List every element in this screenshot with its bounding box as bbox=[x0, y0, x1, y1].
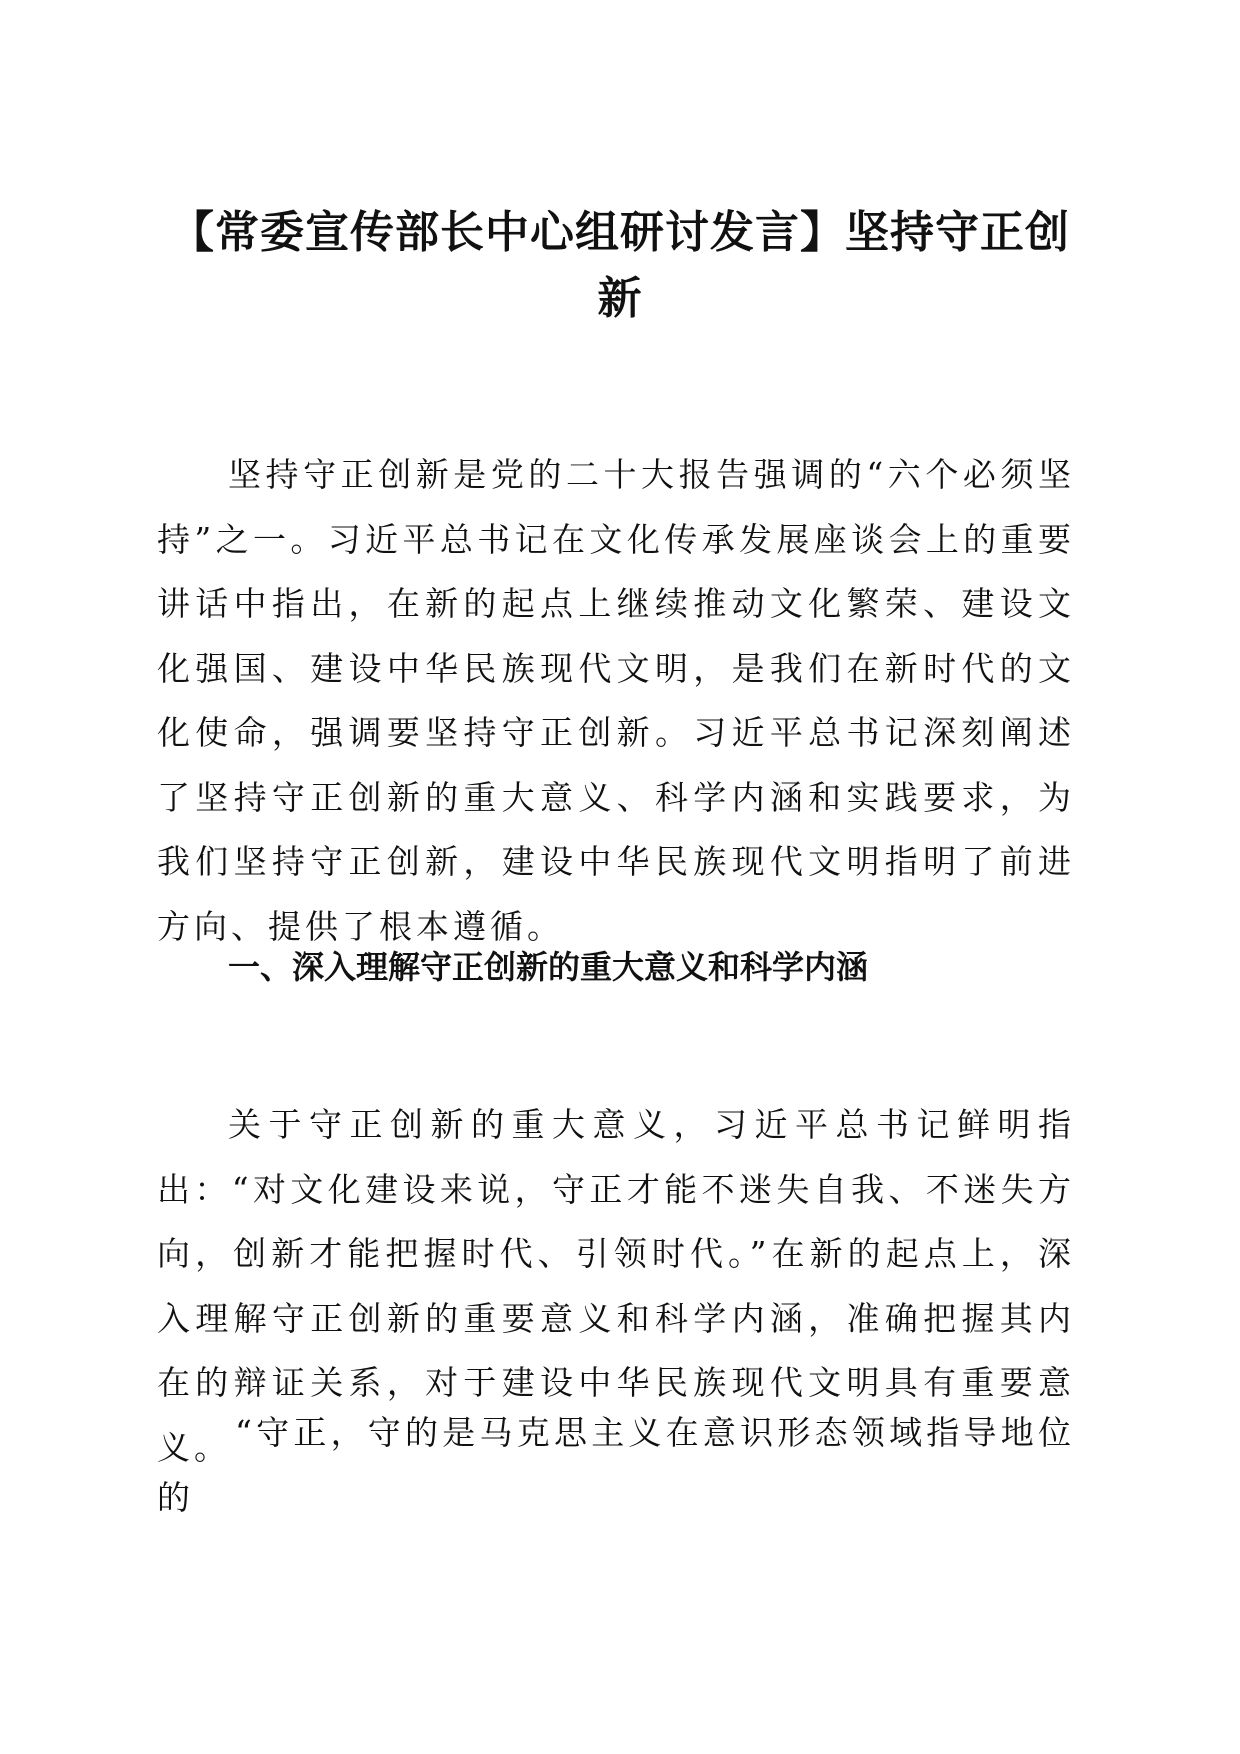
intro-paragraph: 坚持守正创新是党的二十大报告强调的“六个必须坚持”之一。习近平总书记在文化传承发展座谈会上的重要讲话中指出，在新的起点上继续推动文化繁荣、建设文化强国、建设中华民族现代文明，是我们在新时代的文化使命，强调要坚持守正创新。习近平总书记深刻阐述了坚持守正创新的重大意义、科学内涵和实践要求，为我们坚持守正创新，建设中华民族现代文明指明了前进方向、提供了根本遵循。 bbox=[157, 455, 1075, 946]
section-1-paragraph-2: “守正，守的是马克思主义在意识形态领域指导地位的 bbox=[157, 1413, 1075, 1517]
section-1-paragraph-1: 关于守正创新的重大意义，习近平总书记鲜明指出：“对文化建设来说，守正才能不迷失自我、不迷失方向，创新才能把握时代、引领时代。”在新的起点上，深入理解守正创新的重要意义和科学内涵，准确把握其内在的辩证关系，对于建设中华民族现代文明具有重要意义。 bbox=[157, 1105, 1075, 1467]
section-heading-1: 一、深入理解守正创新的重大意义和科学内涵 bbox=[228, 948, 869, 986]
document-title: 【常委宣传部长中心组研讨发言】坚持守正创新 bbox=[170, 207, 1070, 324]
